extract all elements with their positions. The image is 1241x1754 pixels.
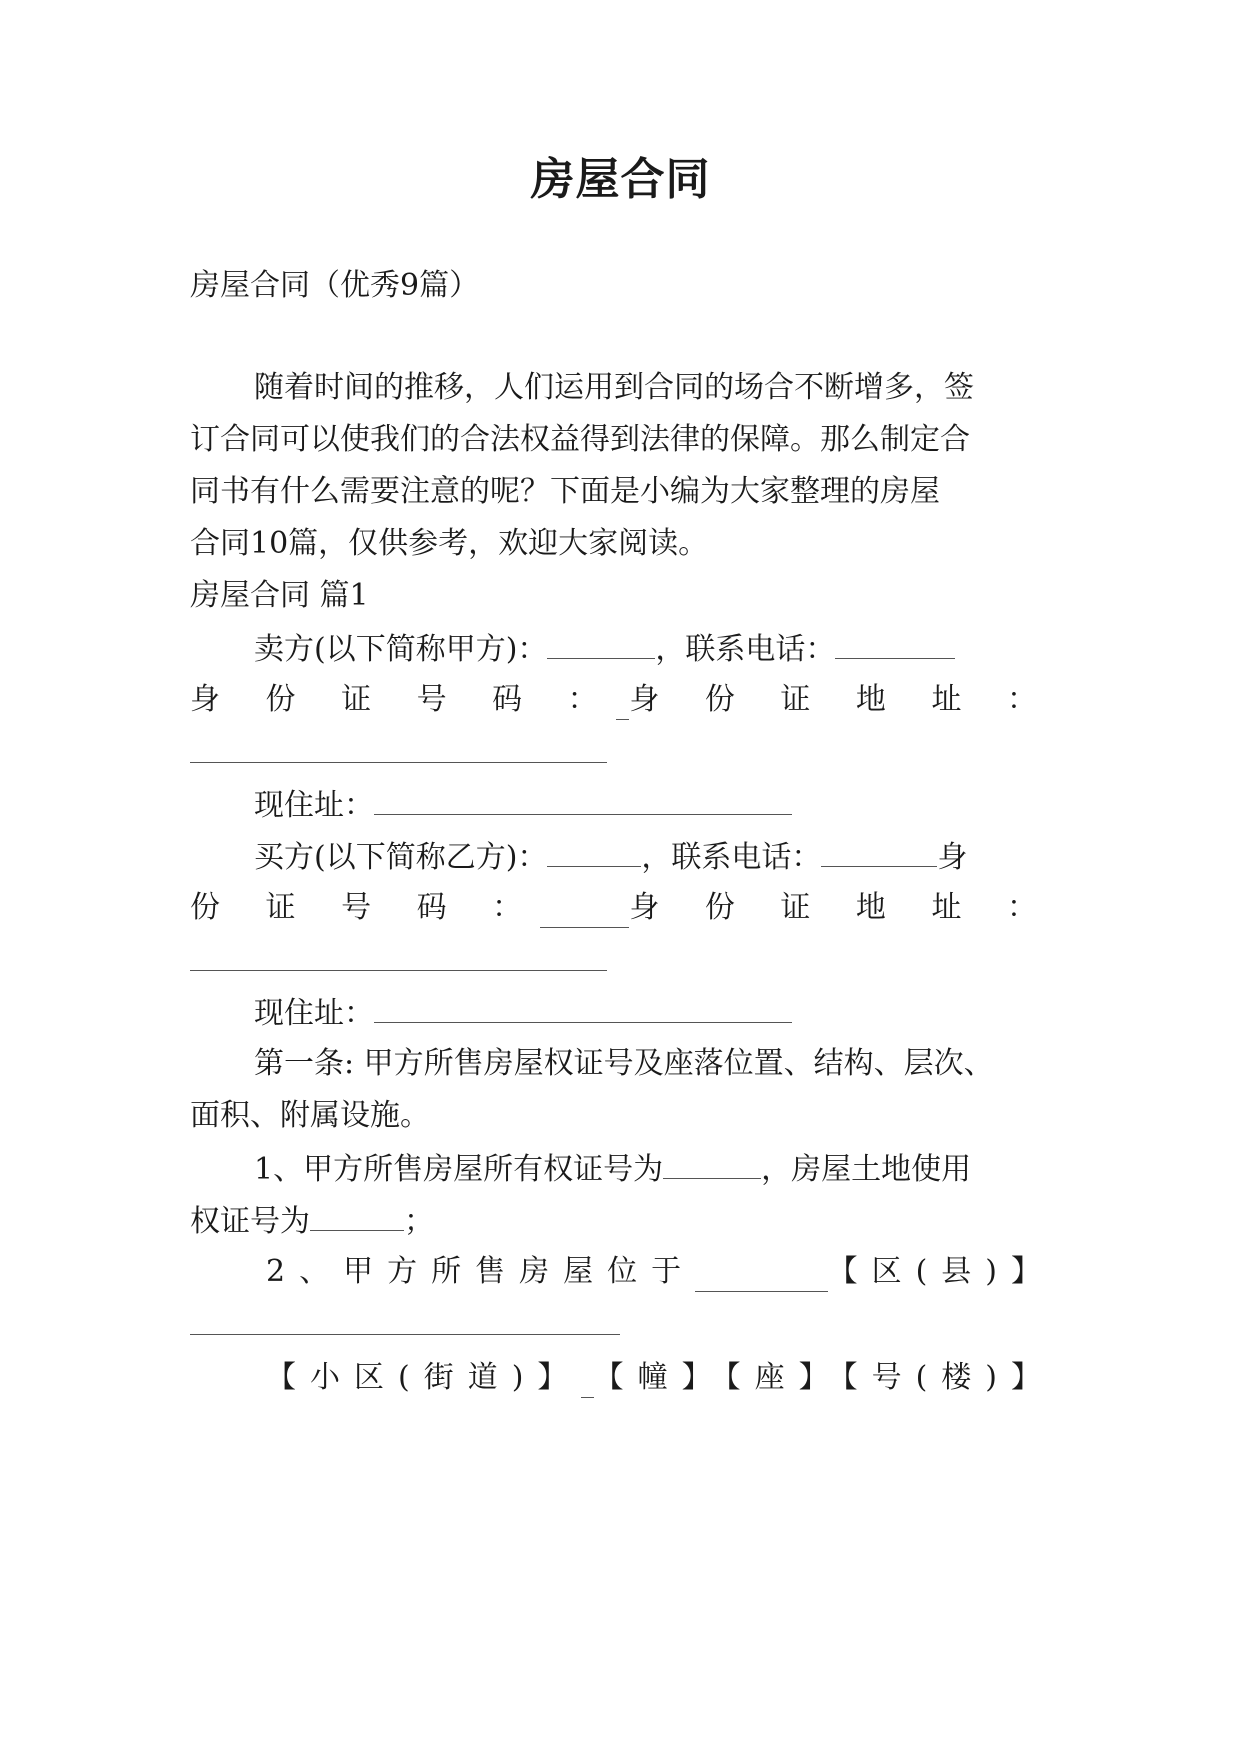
seller-id-blank — [616, 689, 630, 720]
item1-label-d: ； — [404, 1204, 434, 1239]
item3-community-label: 【小区(街道)】 — [266, 1360, 582, 1395]
item2-district-label: 【区(县)】 — [827, 1254, 1055, 1289]
article1-item3-line — [266, 1358, 1055, 1398]
seller-id-label: 身 份 证 号 码 ： — [190, 682, 616, 717]
buyer-current-addr-blank — [374, 992, 792, 1023]
buyer-id-line — [190, 888, 1055, 928]
seller-line — [254, 628, 1055, 670]
article1-item2-line — [266, 1252, 1055, 1292]
buyer-name-blank — [547, 836, 641, 867]
community-blank — [581, 1367, 593, 1398]
intro-line-4: 合同10篇，仅供参考，欢迎大家阅读。 — [190, 526, 709, 561]
seller-current-addr-line — [254, 784, 1055, 826]
intro-line-3: 同书有什么需要注意的呢？下面是小编为大家整理的房屋 — [190, 474, 940, 509]
buyer-id-addr-label: 身 份 证 地 址 ： — [629, 890, 1055, 925]
seller-current-addr-blank — [374, 784, 792, 815]
seller-label: 卖方(以下简称甲方)： — [254, 632, 548, 667]
document-title: 房屋合同 — [530, 154, 711, 205]
seller-phone-blank — [835, 628, 955, 659]
buyer-label: 买方(以下简称乙方)： — [254, 840, 548, 875]
buyer-id-label: 份 证 号 码 ： — [190, 890, 541, 925]
land-cert-blank — [310, 1200, 404, 1231]
item1-label-b: ，房屋土地使用 — [761, 1152, 972, 1187]
district-blank — [190, 1334, 620, 1335]
buyer-phone-label: ，联系电话： — [641, 840, 822, 875]
document-subtitle: 房屋合同（优秀9篇） — [190, 268, 480, 303]
buyer-line — [254, 836, 1055, 878]
intro-line-1: 随着时间的推移，人们运用到合同的场合不断增多，签 — [254, 370, 974, 405]
seller-phone-label: ，联系电话： — [655, 632, 836, 667]
article1-item1-line — [254, 1148, 1055, 1190]
seller-id-addr-label: 身 份 证 地 址 ： — [629, 682, 1055, 717]
item2-label: 2、甲方所售房屋位于 — [266, 1254, 696, 1289]
intro-line-2: 订合同可以使我们的合法权益得到法律的保障。那么制定合 — [190, 422, 970, 457]
seller-name-blank — [547, 628, 655, 659]
buyer-id-blank — [540, 897, 629, 928]
seller-id-addr-blank — [190, 762, 607, 763]
seller-id-line — [190, 680, 1055, 720]
item1-label: 1、甲方所售房屋所有权证号为 — [254, 1152, 664, 1187]
item3-building-label: 【幢】【座】【号(楼)】 — [593, 1360, 1055, 1395]
buyer-current-addr-label: 现住址： — [254, 996, 374, 1031]
buyer-id-label-first: 身 — [937, 840, 968, 875]
buyer-id-addr-blank — [190, 970, 607, 971]
ownership-cert-blank — [663, 1148, 761, 1179]
seller-current-addr-label: 现住址： — [254, 788, 374, 823]
section-heading: 房屋合同 篇1 — [190, 578, 369, 613]
buyer-phone-blank — [821, 836, 937, 867]
item1-label-c: 权证号为 — [190, 1204, 310, 1239]
article1-item1-line-2 — [190, 1200, 1055, 1242]
article1-line-1: 第一条: 甲方所售房屋权证号及座落位置、结构、层次、 — [254, 1046, 994, 1081]
location-blank — [695, 1261, 827, 1292]
buyer-current-addr-line — [254, 992, 1055, 1034]
article1-line-2: 面积、附属设施。 — [190, 1098, 430, 1133]
